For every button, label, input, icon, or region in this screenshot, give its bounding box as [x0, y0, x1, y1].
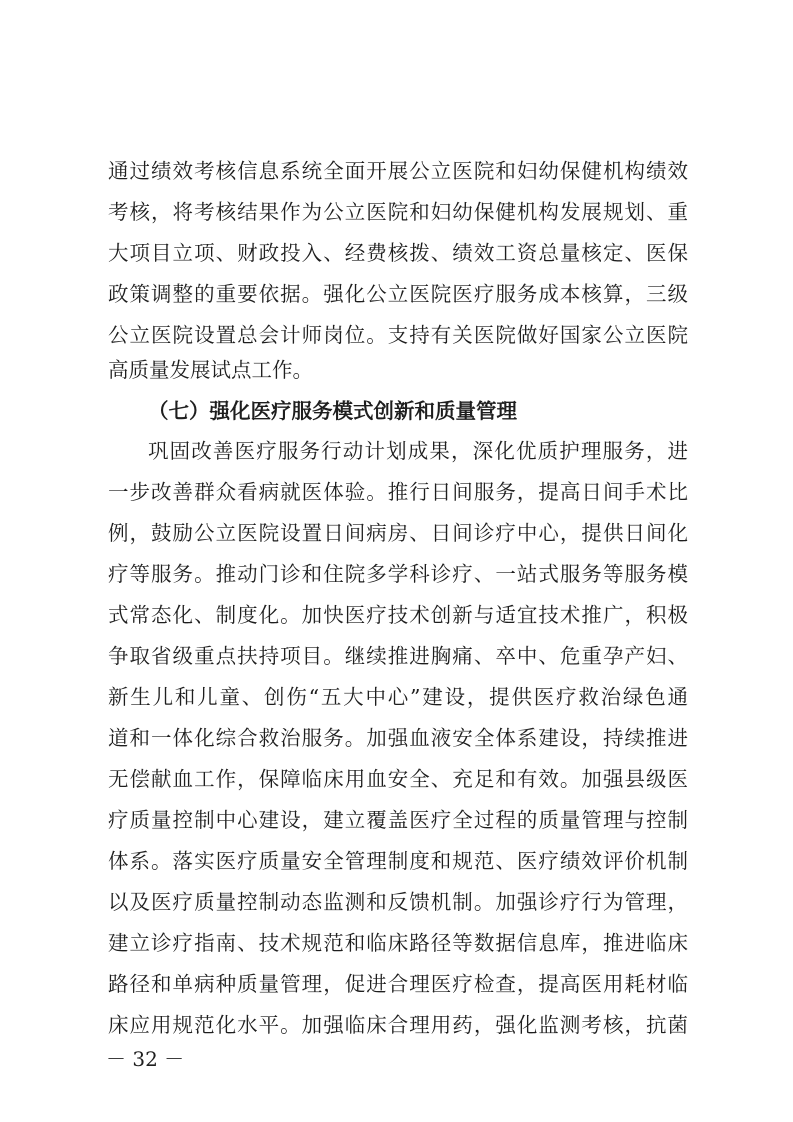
body-text-line: 道和一体化综合救治服务。加强血液安全体系建设，持续推进	[108, 726, 688, 750]
body-text-line: 体系。落实医疗质量安全管理制度和规范、医疗绩效评价机制	[108, 849, 688, 873]
body-text-line: 无偿献血工作，保障临床用血安全、充足和有效。加强县级医	[108, 767, 688, 791]
body-text-line: 政策调整的重要依据。强化公立医院医疗服务成本核算，三级	[108, 282, 688, 306]
body-text-line: 疗质量控制中心建设，建立覆盖医疗全过程的质量管理与控制	[108, 808, 688, 832]
body-text-line: 高质量发展试点工作。	[108, 358, 313, 382]
body-text-line: 以及医疗质量控制动态监测和反馈机制。加强诊疗行为管理，	[108, 890, 688, 914]
section-heading: （七）强化医疗服务模式创新和质量管理	[148, 399, 517, 423]
body-text-line: 例，鼓励公立医院设置日间病房、日间诊疗中心，提供日间化	[108, 521, 688, 545]
body-text-line: 争取省级重点扶持项目。继续推进胸痛、卒中、危重孕产妇、	[108, 644, 688, 668]
body-text-line: 一步改善群众看病就医体验。推行日间服务，提高日间手术比	[108, 480, 688, 504]
body-text-line: 疗等服务。推动门诊和住院多学科诊疗、一站式服务等服务模	[108, 562, 688, 586]
body-text-line: 新生儿和儿童、创伤“五大中心”建设，提供医疗救治绿色通	[108, 685, 688, 709]
body-text-line: 大项目立项、财政投入、经费核拨、绩效工资总量核定、医保	[108, 241, 688, 265]
body-text-line: 巩固改善医疗服务行动计划成果，深化优质护理服务，进	[148, 439, 688, 463]
body-text-line: 式常态化、制度化。加快医疗技术创新与适宜技术推广，积极	[108, 603, 688, 627]
page-number: － 32 －	[106, 1047, 185, 1071]
body-text-line: 考核，将考核结果作为公立医院和妇幼保健机构发展规划、重	[108, 200, 688, 224]
body-text-line: 路径和单病种质量管理，促进合理医疗检查，提高医用耗材临	[108, 972, 688, 996]
body-text-line: 公立医院设置总会计师岗位。支持有关医院做好国家公立医院	[108, 323, 688, 347]
body-text-line: 床应用规范化水平。加强临床合理用药，强化监测考核，抗菌	[108, 1013, 688, 1037]
body-text-line: 通过绩效考核信息系统全面开展公立医院和妇幼保健机构绩效	[108, 159, 688, 183]
body-text-line: 建立诊疗指南、技术规范和临床路径等数据信息库，推进临床	[108, 931, 688, 955]
